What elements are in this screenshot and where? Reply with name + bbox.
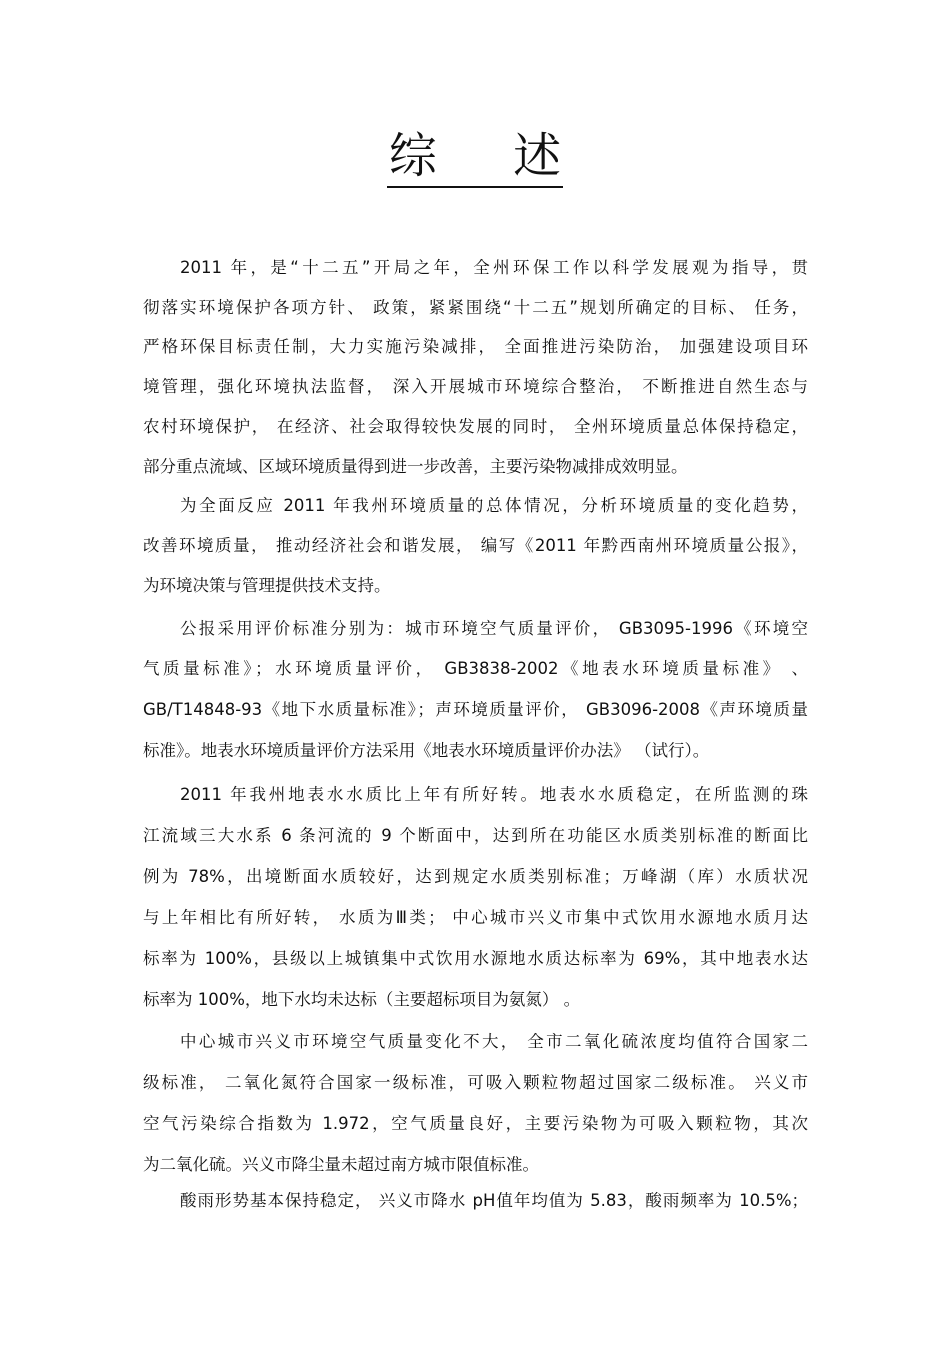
paragraph-line: 与上年相比有所好转， 水质为Ⅲ类； 中心城市兴义市集中式饮用水源地水质月达	[143, 908, 808, 927]
paragraph-line: 例为 78%，出境断面水质较好，达到规定水质类别标准；万峰湖（库）水质状况	[143, 867, 808, 886]
paragraph-line: 酸雨形势基本保持稳定， 兴义市降水 pH值年均值为 5.83，酸雨频率为 10.5%；	[180, 1191, 808, 1210]
paragraph-line: 标率为 100%，县级以上城镇集中式饮用水源地水质达标率为 69%，其中地表水达	[143, 949, 808, 968]
paragraph-line: 彻落实环境保护各项方针、 政策，紧紧围绕“十二五”规划所确定的目标、 任务，	[143, 298, 808, 317]
paragraph-line: 农村环境保护， 在经济、社会取得较快发展的同时， 全州环境质量总体保持稳定，	[143, 417, 808, 436]
paragraph-line: 严格环保目标责任制，大力实施污染减排， 全面推进污染防治， 加强建设项目环	[143, 337, 808, 356]
paragraph-line: 为全面反应 2011 年我州环境质量的总体情况，分析环境质量的变化趋势，	[180, 496, 808, 515]
paragraph-line: 标准》。地表水环境质量评价方法采用《地表水环境质量评价办法》 （试行）。	[143, 741, 710, 760]
paragraph-line: 空气污染综合指数为 1.972，空气质量良好，主要污染物为可吸入颗粒物，其次	[143, 1114, 808, 1133]
paragraph-line: 部分重点流域、区域环境质量得到进一步改善，主要污染物减排成效明显。	[143, 457, 688, 476]
page-title-container	[0, 128, 950, 188]
paragraph-line: 标率为 100%，地下水均未达标（主要超标项目为氨氮） 。	[143, 990, 581, 1009]
paragraph-line: 气质量标准》；水环境质量评价， GB3838-2002《地表水环境质量标准》 、	[143, 659, 808, 678]
page-title: 综 述	[387, 128, 563, 188]
paragraph-line: 2011 年，是“十二五”开局之年，全州环保工作以科学发展观为指导，贯	[180, 258, 808, 277]
paragraph-line: 改善环境质量， 推动经济社会和谐发展， 编写《2011 年黔西南州环境质量公报》，	[143, 536, 808, 555]
paragraph-line: 级标准， 二氧化氮符合国家一级标准，可吸入颗粒物超过国家二级标准。 兴义市	[143, 1073, 808, 1092]
paragraph-line: 境管理，强化环境执法监督， 深入开展城市环境综合整治， 不断推进自然生态与	[143, 377, 808, 396]
paragraph-line: 为环境决策与管理提供技术支持。	[143, 576, 391, 595]
paragraph-line: 2011 年我州地表水水质比上年有所好转。地表水水质稳定，在所监测的珠	[180, 785, 808, 804]
paragraph-line: 公报采用评价标准分别为：城市环境空气质量评价， GB3095-1996《环境空	[180, 619, 808, 638]
paragraph-line: 为二氧化硫。兴义市降尘量未超过南方城市限值标准。	[143, 1155, 539, 1174]
paragraph-line: 中心城市兴义市环境空气质量变化不大， 全市二氧化硫浓度均值符合国家二	[180, 1032, 808, 1051]
paragraph-line: 江流域三大水系 6 条河流的 9 个断面中，达到所在功能区水质类别标准的断面比	[143, 826, 808, 845]
paragraph-line: GB/T14848-93《地下水质量标准》；声环境质量评价， GB3096-2008《声环境质量	[143, 700, 808, 719]
